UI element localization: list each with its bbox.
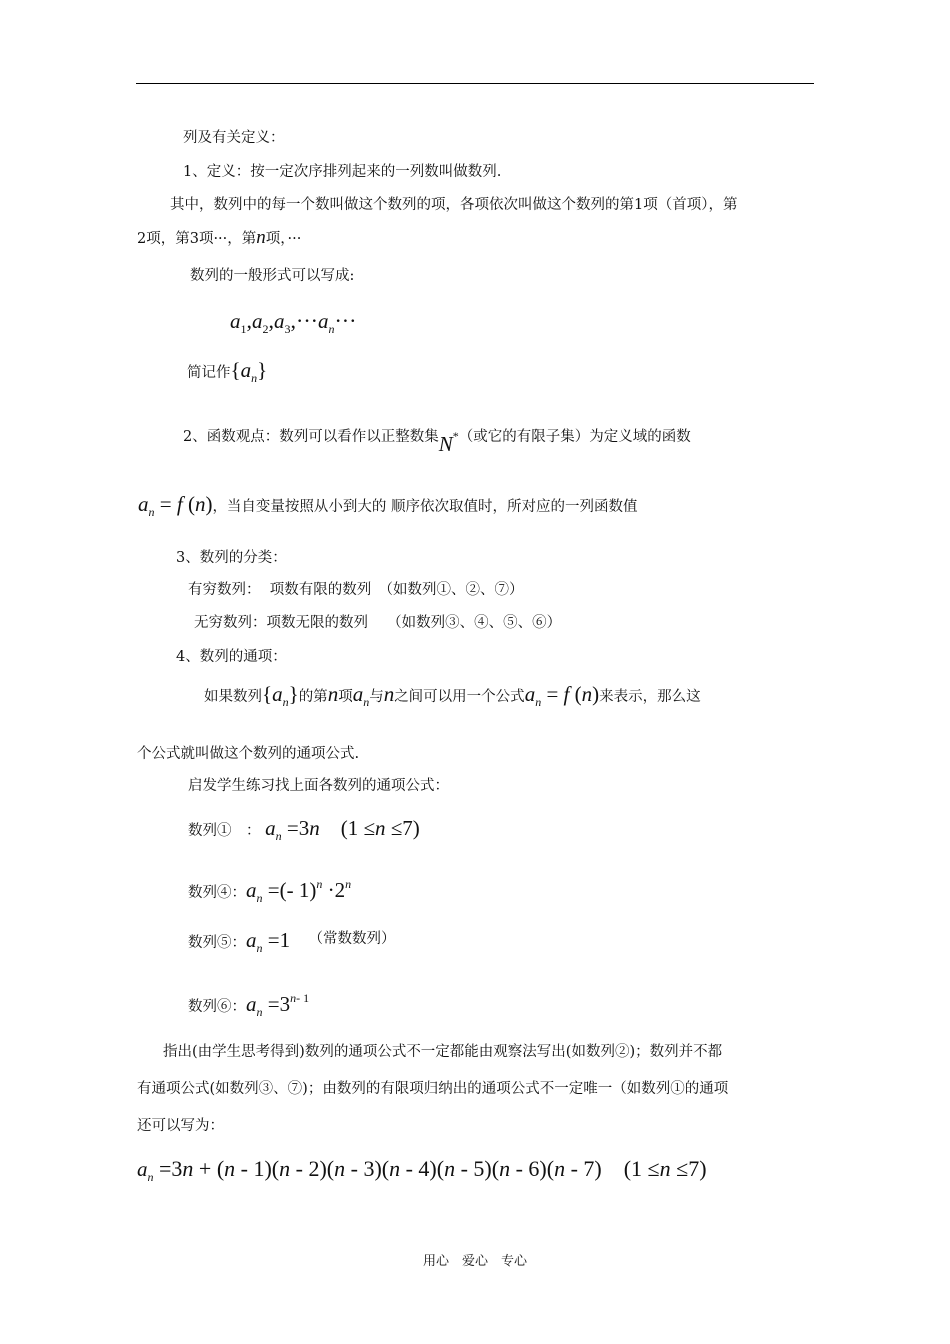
- general-form-formula: $a_1,a_2,a_3,\cdot\cdot\cdot a_n\cdot\cdot\cdot$: [230, 308, 357, 336]
- note-line1: 指出(由学生思考得到)数列的通项公式不一定都能由观察法写出(如数列②)；数列并不都: [163, 1044, 723, 1060]
- terms-paragraph-line1: 其中，数列中的每一个数叫做这个数列的项，各项依次叫做这个数列的第1项（首项），第: [170, 197, 738, 213]
- section-heading: 列及有关定义：: [183, 130, 285, 146]
- classification-title: 3、数列的分类：: [176, 550, 287, 566]
- function-view-line2: $a_n = f$ (n)，当自变量按照从小到大的 顺序依次取值时，所对应的一列函数值: [138, 492, 638, 519]
- general-term-title: 4、数列的通项：: [176, 649, 287, 665]
- function-view-line1: 2、函数观点：数列可以看作以正整数集N*（或它的有限子集）为定义域的函数: [183, 429, 691, 456]
- alternative-formula: $a_n =3n + (n - 1)(n - 2)(n - 3)(n - 4)(n - 5)(n - 6)(n - 7)$ (1 ≤n ≤7): [137, 1156, 707, 1184]
- infinite-sequence: 无穷数列：项数无限的数列 （如数列③、④、⑤、⑥）: [194, 615, 562, 631]
- header-rule: [136, 83, 814, 84]
- example-sequence-1: 数列① ： $a_n =3n$ (1 ≤n ≤7): [188, 816, 420, 843]
- note-line3: 还可以写为：: [137, 1118, 224, 1134]
- exercise-intro: 启发学生练习找上面各数列的通项公式：: [188, 778, 449, 794]
- example-sequence-5: 数列⑤：$a_n =1$ （常数数列）: [188, 928, 396, 955]
- definition-1: 1、定义：按一定次序排列起来的一列数叫做数列.: [183, 164, 502, 180]
- terms-paragraph-line2: 2项，第3项···，第n项，···: [137, 227, 302, 248]
- shorthand: 简记作$\{a_n\}$: [187, 358, 268, 385]
- page-footer: 用心 爱心 专心: [422, 1254, 527, 1269]
- finite-sequence: 有穷数列： 项数有限的数列 （如数列①、②、⑦）: [188, 582, 524, 598]
- general-term-definition-line2: 个公式就叫做这个数列的通项公式.: [137, 746, 360, 762]
- note-line2: 有通项公式(如数列③、⑦)；由数列的有限项归纳出的通项公式不一定唯一（如数列①的通项: [137, 1081, 729, 1097]
- general-term-definition-line1: 如果数列$\{a_n\}$的第n项$a_n$与n之间可以用一个公式$a_n = f$ (n)来表示，那么这: [204, 682, 701, 709]
- general-form-intro: 数列的一般形式可以写成:: [190, 268, 355, 284]
- example-sequence-6: 数列⑥：$a_n =3^{n- 1}$: [188, 991, 310, 1019]
- example-sequence-4: 数列④：$a_n$ =(- $1)^n \cdot 2^n$: [188, 877, 352, 905]
